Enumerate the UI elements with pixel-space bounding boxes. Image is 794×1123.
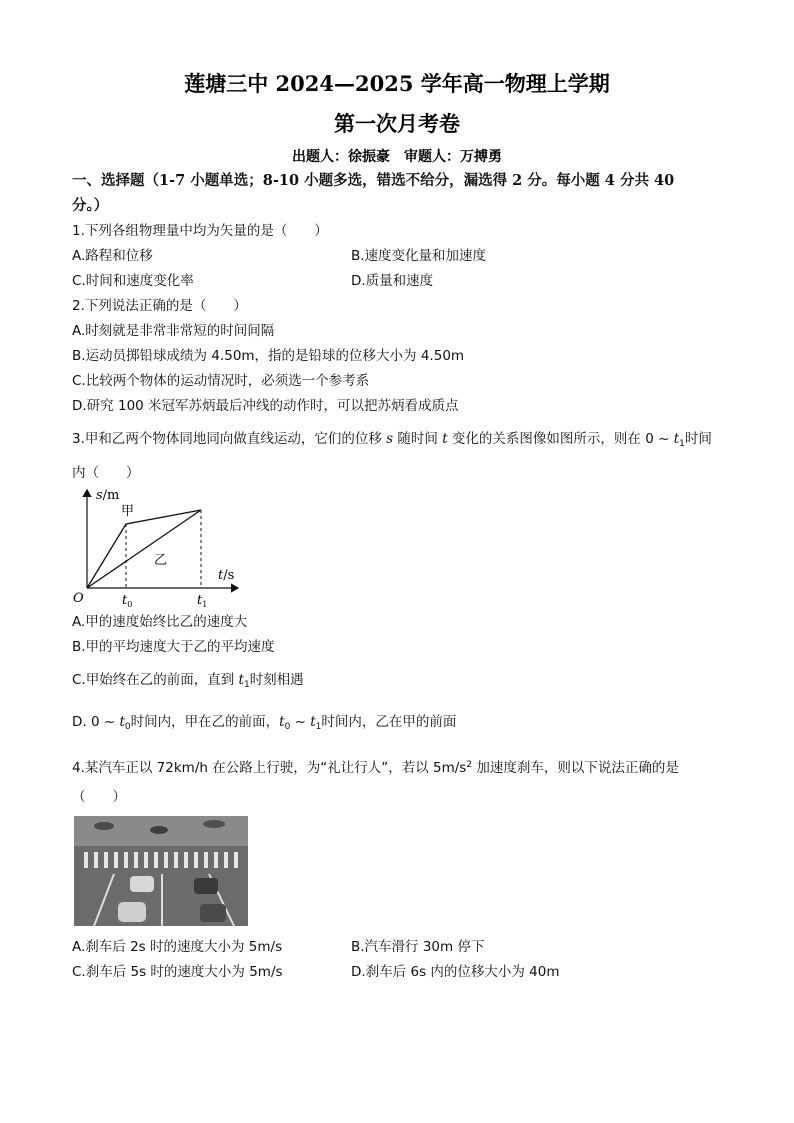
q1-option-d: D.质量和速度 (351, 273, 434, 289)
section-heading-line2: 分。） (72, 197, 109, 214)
q4-options-row1 (72, 938, 732, 956)
t1-label: $t_1$ (197, 593, 208, 609)
q1-option-b: B.速度变化量和加速度 (351, 248, 487, 264)
exam-authors: 出题人：徐振豪 审题人：万搏勇 (292, 149, 502, 165)
origin-label: O (73, 591, 84, 606)
q2-option-a: A.时刻就是非常非常短的时间间隔 (72, 323, 275, 339)
y-axis-label: s/m (96, 488, 120, 503)
crosswalk-photo (74, 816, 248, 926)
q3-stem-line2: 内（ ） (72, 465, 140, 481)
q4-option-b: B.汽车滑行 30m 停下 (351, 939, 485, 955)
q3-option-a: A.甲的速度始终比乙的速度大 (72, 614, 248, 630)
q4-option-c: C.刹车后 5s 时的速度大小为 5m/s (72, 964, 283, 980)
exam-title-line1: 莲塘三中 2024—2025 学年高一物理上学期 (184, 71, 610, 96)
t0-label: $t_0$ (122, 593, 133, 609)
q1-options-row1 (72, 247, 732, 265)
q1-options-row2 (72, 272, 732, 290)
q3-stem: 3.甲和乙两个物体同地同向做直线运动，它们的位移 s 随时间 t 变化的关系图像如图所示，则在 0 ~ $t_1$时间 (72, 431, 712, 449)
st-graph (70, 484, 250, 612)
q2-option-c: C.比较两个物体的运动情况时，必须选一个参考系 (72, 373, 370, 389)
jia-label: 甲 (121, 504, 135, 519)
yi-label: 乙 (154, 553, 168, 568)
q1-option-c: C.时间和速度变化率 (72, 273, 194, 289)
exam-title-line2: 第一次月考卷 (334, 111, 460, 136)
q4-stem-line2: （ ） (72, 789, 126, 805)
q2-option-d: D.研究 100 米冠军苏炳最后冲线的动作时，可以把苏炳看成质点 (72, 398, 459, 414)
q2-stem: 2.下列说法正确的是（ ） (72, 298, 247, 314)
q2-option-b: B.运动员掷铅球成绩为 4.50m，指的是铅球的位移大小为 4.50m (72, 348, 465, 364)
q1-stem: 1.下列各组物理量中均为矢量的是（ ） (72, 223, 328, 239)
q4-option-a: A.刹车后 2s 时的速度大小为 5m/s (72, 939, 283, 955)
q4-options-row2 (72, 963, 732, 981)
q3-option-c: C.甲始终在乙的前面，直到 $t_1$时刻相遇 (72, 672, 304, 690)
q1-option-a: A.路程和位移 (72, 248, 153, 264)
section-heading-line1: 一、选择题（1-7 小题单选；8-10 小题多选，错选不给分，漏选得 2 分。每小题 4 分共 40 (72, 172, 675, 189)
q4-stem: 4.某汽车正以 72km/h 在公路上行驶，为“礼让行人”，若以 $5m/s^2$ 加速度刹车，则以下说法正确的是 (72, 760, 679, 776)
q3-option-d: D. 0 ~ $t_0$时间内，甲在乙的前面，$t_0$ ~ $t_1$时间内，乙在甲的前面 (72, 714, 457, 732)
q4-option-d: D.刹车后 6s 内的位移大小为 40m (351, 964, 560, 980)
yi-line (87, 510, 201, 588)
q3-option-b: B.甲的平均速度大于乙的平均速度 (72, 639, 275, 655)
x-axis-label: t/s (218, 568, 235, 583)
